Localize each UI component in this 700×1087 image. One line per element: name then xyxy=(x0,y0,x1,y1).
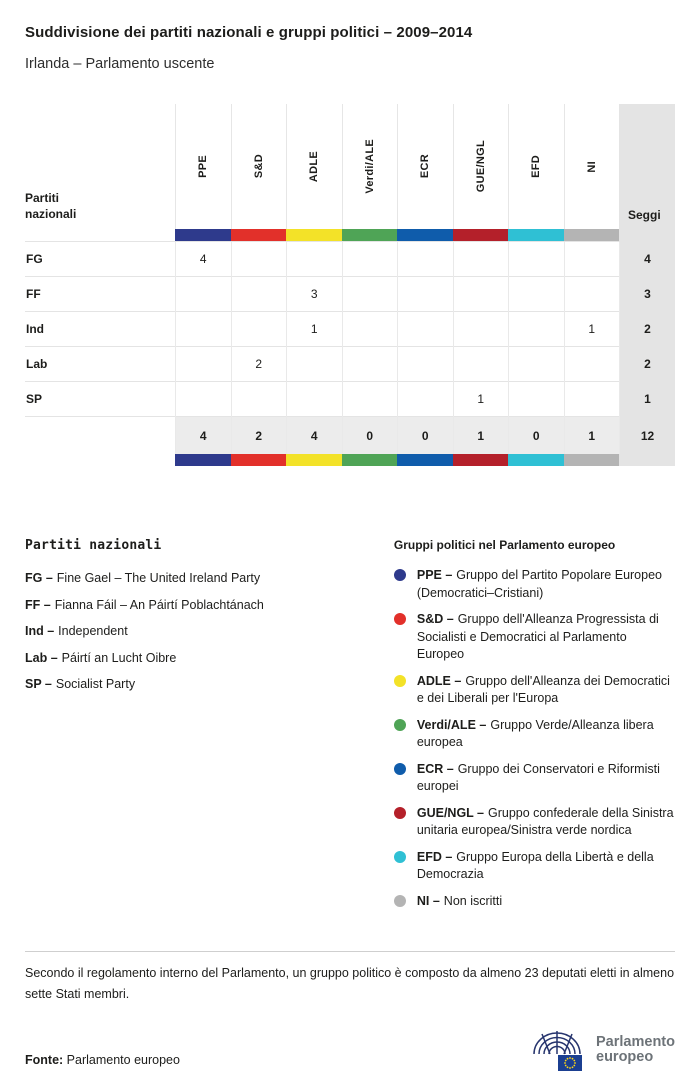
table-cell xyxy=(286,242,342,277)
table-cell xyxy=(564,382,620,417)
group-color-bar-row-bottom xyxy=(25,454,675,466)
political-groups-legend-title: Gruppi politici nel Parlamento europeo xyxy=(393,538,616,552)
seats-cell: 2 xyxy=(619,347,675,382)
table-cell: 2 xyxy=(231,347,287,382)
table-totals-row xyxy=(25,416,675,454)
table-cell xyxy=(508,347,564,382)
source-value: Parlamento europeo xyxy=(66,1053,180,1067)
party-group-table xyxy=(25,104,675,466)
table-cell xyxy=(342,312,398,347)
group-color-bar-row-top xyxy=(25,229,675,241)
color-bar-adle xyxy=(286,454,342,466)
column-header-seats: Seggi xyxy=(619,104,675,229)
color-bar-sd xyxy=(231,229,287,241)
list-item: ADLE – Gruppo dell'Alleanza dei Democratici e dei Liberali per l'Europa xyxy=(394,673,675,708)
column-header-gue-ngl: GUE/NGL xyxy=(453,104,509,229)
table-cell: 1 xyxy=(564,312,620,347)
corner-label-line2: nazionali xyxy=(25,207,77,221)
page-title: Suddivisione dei partiti nazionali e gruppi politici – 2009–2014 xyxy=(25,24,473,41)
group-color-dot xyxy=(394,807,406,819)
total-cell: 4 xyxy=(286,417,342,455)
ep-logo xyxy=(527,1027,675,1073)
total-cell: 0 xyxy=(508,417,564,455)
seats-cell: 2 xyxy=(619,312,675,347)
table-cell xyxy=(175,382,231,417)
list-item: PPE – Gruppo del Partito Popolare Europeo (Democratici–Cristiani) xyxy=(394,567,675,602)
color-bar-gue-ngl xyxy=(453,229,509,241)
color-bar-ni xyxy=(564,229,620,241)
color-bar-ecr xyxy=(397,229,453,241)
color-bar-verdi-ale xyxy=(342,229,398,241)
total-cell: 0 xyxy=(397,417,453,455)
list-item: Verdi/ALE – Gruppo Verde/Alleanza libera europea xyxy=(394,717,675,752)
table-cell xyxy=(175,347,231,382)
table-cell xyxy=(508,312,564,347)
table-cell xyxy=(453,277,509,312)
table-cell xyxy=(453,347,509,382)
table-cell xyxy=(286,347,342,382)
list-item: FG – Fine Gael – The United Ireland Party xyxy=(25,571,261,585)
list-item: FF – Fianna Fáil – An Páirtí Poblachtánach xyxy=(25,597,264,612)
total-cell: 1 xyxy=(453,417,509,455)
group-color-dot xyxy=(394,851,406,863)
bar-spacer xyxy=(25,229,175,241)
table-cell: 1 xyxy=(286,312,342,347)
table-cell xyxy=(397,242,453,277)
total-cell: 4 xyxy=(175,417,231,455)
seats-column-fill xyxy=(619,229,675,241)
seats-column-fill xyxy=(619,454,675,466)
list-item: Ind – Independent xyxy=(25,624,128,638)
list-item: SP – Socialist Party xyxy=(25,677,136,691)
seats-cell: 4 xyxy=(619,242,675,277)
table-cell xyxy=(397,382,453,417)
table-cell xyxy=(342,242,398,277)
table-cell xyxy=(508,277,564,312)
party-label: Lab xyxy=(26,357,48,371)
table-cell xyxy=(231,382,287,417)
column-header-efd: EFD xyxy=(508,104,564,229)
table-cell xyxy=(453,312,509,347)
national-parties-legend xyxy=(25,538,394,919)
seats-cell: 3 xyxy=(619,277,675,312)
table-row-lab xyxy=(25,346,675,381)
table-header-row xyxy=(25,104,675,229)
total-cell: 0 xyxy=(342,417,398,455)
color-bar-gue-ngl xyxy=(453,454,509,466)
list-item: NI – Non iscritti xyxy=(394,893,675,911)
table-cell xyxy=(342,382,398,417)
table-cell xyxy=(564,347,620,382)
footer xyxy=(25,1027,675,1073)
party-label: SP xyxy=(26,392,43,406)
group-color-dot xyxy=(394,675,406,687)
table-cell xyxy=(286,382,342,417)
list-item: ECR – Gruppo dei Conservatori e Riformisti europei xyxy=(394,761,675,796)
ep-hemicycle-icon xyxy=(527,1027,587,1073)
party-label: FG xyxy=(26,252,43,266)
corner-label xyxy=(25,104,175,229)
table-row-sp xyxy=(25,381,675,416)
eu-flag-icon xyxy=(558,1055,582,1071)
table-cell: 4 xyxy=(175,242,231,277)
national-parties-legend-title: Partiti nazionali xyxy=(25,538,162,553)
color-bar-verdi-ale xyxy=(342,454,398,466)
column-header-sd: S&D xyxy=(231,104,287,229)
corner-label-line1: Partiti xyxy=(25,191,60,205)
table-row-ff xyxy=(25,276,675,311)
column-header-verdi-ale: Verdi/ALE xyxy=(342,104,398,229)
table-cell xyxy=(231,312,287,347)
table-cell xyxy=(508,242,564,277)
ep-logo-text: Parlamento europeo xyxy=(596,1033,675,1065)
color-bar-ppe xyxy=(175,229,231,241)
column-header-ecr: ECR xyxy=(397,104,453,229)
totals-label-empty xyxy=(25,417,175,455)
table-cell xyxy=(564,242,620,277)
list-item: EFD – Gruppo Europa della Libertà e della Democrazia xyxy=(394,849,675,884)
group-color-dot xyxy=(394,719,406,731)
table-cell: 3 xyxy=(286,277,342,312)
column-header-ni: NI xyxy=(564,104,620,229)
table-cell xyxy=(397,277,453,312)
seats-cell: 1 xyxy=(619,382,675,417)
color-bar-sd xyxy=(231,454,287,466)
table-cell xyxy=(175,277,231,312)
group-color-dot xyxy=(394,895,406,907)
table-cell xyxy=(397,312,453,347)
table-cell xyxy=(231,277,287,312)
party-label: Ind xyxy=(26,322,44,336)
table-cell xyxy=(342,347,398,382)
table-cell xyxy=(175,312,231,347)
source-label: Fonte: xyxy=(25,1053,64,1067)
color-bar-efd xyxy=(508,229,564,241)
table-cell: 1 xyxy=(453,382,509,417)
table-cell xyxy=(231,242,287,277)
page-subtitle: Irlanda – Parlamento uscente xyxy=(25,56,215,72)
party-label: FF xyxy=(26,287,41,301)
group-color-dot xyxy=(394,613,406,625)
total-seats-cell: 12 xyxy=(619,417,675,455)
list-item: S&D – Gruppo dell'Alleanza Progressista di Socialisti e Democratici al Parlamento Europeo xyxy=(394,611,675,664)
table-cell xyxy=(508,382,564,417)
column-header-adle: ADLE xyxy=(286,104,342,229)
footnote: Secondo il regolamento interno del Parlamento, un gruppo politico è composto da almeno 23 deputati eletti in almeno sette Stati membri. xyxy=(25,966,675,1001)
color-bar-adle xyxy=(286,229,342,241)
list-item: Lab – Páirtí an Lucht Oibre xyxy=(25,650,177,665)
legend-section xyxy=(25,538,675,919)
color-bar-ni xyxy=(564,454,620,466)
column-header-ppe: PPE xyxy=(175,104,231,229)
table-cell xyxy=(342,277,398,312)
political-groups-legend xyxy=(394,538,675,919)
source-line xyxy=(25,1053,180,1073)
color-bar-ppe xyxy=(175,454,231,466)
table-cell xyxy=(453,242,509,277)
table-row-fg xyxy=(25,241,675,276)
list-item: GUE/NGL – Gruppo confederale della Sinistra unitaria europea/Sinistra verde nordica xyxy=(394,805,675,840)
group-color-dot xyxy=(394,763,406,775)
group-color-dot xyxy=(394,569,406,581)
table-cell xyxy=(564,277,620,312)
color-bar-efd xyxy=(508,454,564,466)
table-row-ind xyxy=(25,311,675,346)
table-cell xyxy=(397,347,453,382)
total-cell: 1 xyxy=(564,417,620,455)
bar-spacer xyxy=(25,454,175,466)
total-cell: 2 xyxy=(231,417,287,455)
color-bar-ecr xyxy=(397,454,453,466)
